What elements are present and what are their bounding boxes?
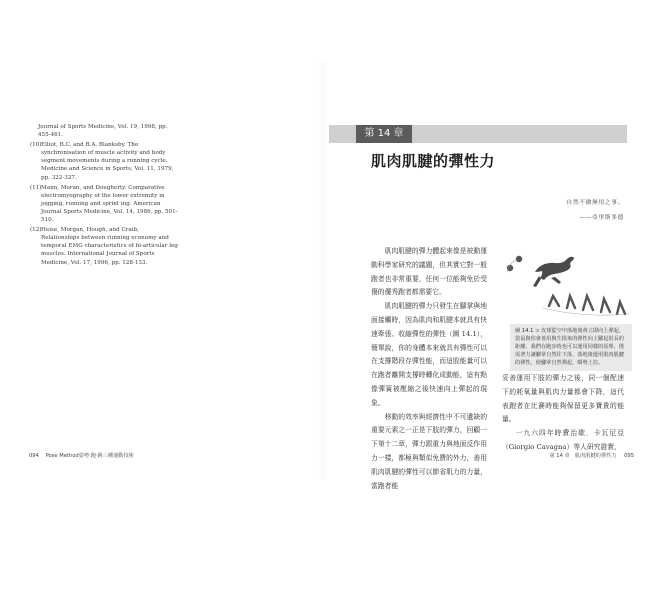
reference-number: (11) xyxy=(30,184,42,191)
page-gutter xyxy=(318,60,328,480)
body-paragraph: 肌肉肌腱的彈力體起來像是被動運動科學家研究的議題，但其實它對一般跑者也非常重要，任何一位能夠免於受傷的優秀跑者都需要它。 xyxy=(371,247,487,297)
body-paragraph: 妥善運用下肢的彈力之後，同一個配速下的耗氧量與肌肉力量都會下降，這代表跑者在比賽時能夠保留更多寶貴的能量。 xyxy=(502,374,624,424)
references-list xyxy=(30,123,178,267)
body-paragraph: 肌肉肌腱的彈力只發生在腳掌與地面接觸時，因為肌肉和肌腱本就具有快速牽張、收縮彈性的彈性（圖 14.1），簡單說，你的身體本來就具有彈性可以在支撐階段存彈性能，而這股能量可以在跑者離開支撐時轉化成動能，這有點像彈簧被壓縮之後快速向上彈起的現象。 xyxy=(371,302,487,407)
reference-item xyxy=(30,141,178,181)
figure-caption: 圖 14.1 ⊃ 皮球從空中落地後會立即向上彈起，袋鼠與你會善用與生俱來的彈性向上躍起很長的距離。我們在跑步時也可以運用同樣的原理，僅需著力讓腳掌自然往下落，落地後運用肌肉肌腱的彈性，使腳掌自然彈起，順勢上拉。 xyxy=(510,324,632,371)
runner-legs-icon xyxy=(549,296,625,314)
reference-text: Heise, Morgan, Hough, and Craib, Relationships between running economy and temporal EMG characteristics of bi-articular leg muscles. International Journal of Sports Medicine, Vol. 17, 1996, pp. 128-133. xyxy=(41,227,178,266)
left-page-number: 094 xyxy=(29,453,39,459)
right-page-footer xyxy=(549,452,634,459)
reference-number: (10) xyxy=(30,142,42,149)
reference-number: (12) xyxy=(30,227,42,234)
kangaroo-icon xyxy=(533,257,574,287)
ball-icon xyxy=(516,256,522,262)
left-page-footer xyxy=(29,452,134,459)
reference-text: Mann, Moran, and Dougherty. Comparative electromyography of the lower extremity in jogging, running and sprint ing. American Journal Sports Medicine, Vol. 14, 1986, pp. 501-510. xyxy=(41,184,178,224)
reference-text: Elliot, B.C. and B.A. Blanksby. The synchronisation of muscle activity and body segment movements during a running cycle. Medicine and Science in Sports, Vol. 11, 1979, pp. 322-327. xyxy=(41,142,174,181)
reference-item xyxy=(30,226,178,266)
chapter-body xyxy=(371,245,487,493)
reference-continuation: Journal of Sports Medicine, Vol. 19, 1998, pp. 455-461. xyxy=(38,124,168,139)
right-column-text xyxy=(502,372,624,455)
figure-illustration xyxy=(503,250,631,320)
body-paragraph: 一九六四年時費治歇．卡瓦尼亞（Giorgio Cavagna）等人研究證實， xyxy=(502,429,624,451)
right-page-number: 095 xyxy=(624,453,634,459)
epigraph-attribution: ——亞里斯多德 xyxy=(579,215,624,221)
body-paragraph: 移動的效率與經濟性中不可遺缺的重要元素之一正是下肢的彈力，回顧一下第十二章，彈力跟重力與地面反作用力一樣，都極與類似免費的外力，善用肌肉肌腱的彈性可以節省肌力的力量，當跑者能 xyxy=(371,412,487,490)
epigraph-quote: 自然不做無用之事。 xyxy=(566,200,624,206)
epigraph xyxy=(566,196,624,226)
left-running-title: Pose Method姿勢‧跑‧跳三種運動技術 xyxy=(45,453,134,459)
chapter-label: 第 14 章 xyxy=(356,125,412,143)
right-running-title: 第 14 章 肌肉肌腱的彈性力 xyxy=(549,453,617,459)
reference-item xyxy=(30,184,178,224)
chapter-title: 肌肉肌腱的彈性力 xyxy=(371,152,496,170)
